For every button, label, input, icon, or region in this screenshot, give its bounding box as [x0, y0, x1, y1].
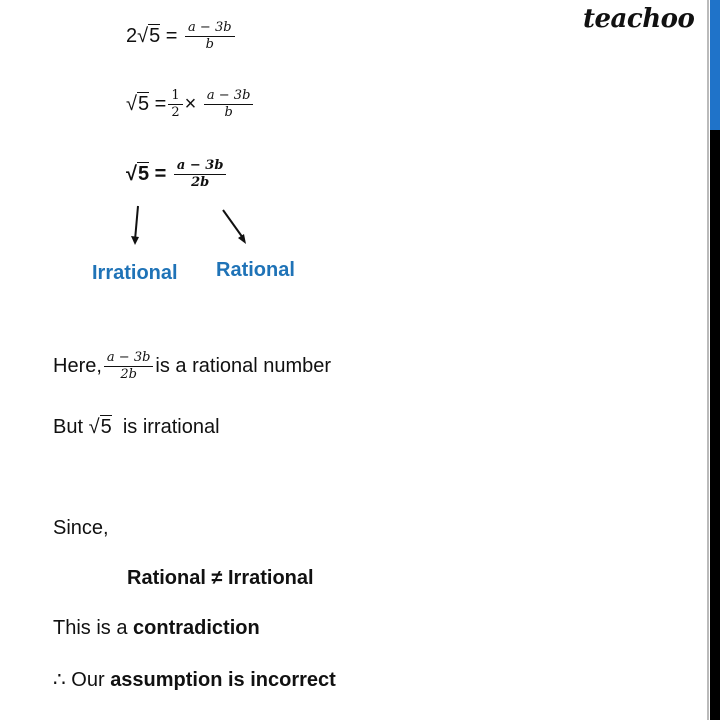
equation-3: [126, 158, 228, 191]
sqrt-5: √5: [88, 416, 112, 438]
equals: =: [154, 92, 167, 115]
but-suffix: is irrational: [122, 416, 220, 438]
contradiction-line: [53, 617, 260, 640]
numerator: a − 3b: [185, 20, 235, 37]
contradiction-text: contradiction: [133, 617, 260, 639]
conclusion-line: [53, 667, 336, 692]
this-is-text: This is a: [53, 617, 128, 639]
fraction: [174, 158, 227, 191]
times: ×: [184, 92, 197, 115]
sqrt-5: √5: [126, 92, 150, 115]
since-line: Since,: [53, 517, 109, 539]
side-accent-black: [710, 130, 720, 720]
rational-neq-irrational: Rational ≠ Irrational: [127, 567, 314, 589]
radicand: 5: [137, 162, 150, 185]
denominator: 2: [171, 105, 180, 120]
numerator: a − 3b: [204, 88, 254, 105]
numerator: 1: [168, 88, 182, 105]
here-line: [53, 350, 331, 383]
fraction: [104, 350, 154, 383]
fraction: [185, 20, 235, 53]
coefficient: 2: [126, 24, 138, 47]
arrow-down-left-icon: [131, 206, 139, 245]
side-accent-blue: [710, 0, 720, 130]
denominator: 2b: [191, 175, 210, 190]
equals: =: [154, 162, 167, 185]
numerator: a − 3b: [174, 158, 227, 175]
equation-1: [126, 20, 237, 53]
sqrt-5: √5: [126, 162, 150, 185]
denominator: 2b: [120, 367, 137, 382]
radicand: 5: [100, 416, 112, 438]
rational-label: Rational: [216, 259, 295, 281]
denominator: b: [205, 37, 214, 52]
denominator: b: [224, 105, 233, 120]
but-line: [53, 416, 220, 439]
half-fraction: [168, 88, 182, 121]
side-divider: [707, 0, 709, 720]
numerator: a − 3b: [104, 350, 154, 367]
here-prefix: Here,: [53, 354, 102, 377]
fraction: [204, 88, 254, 121]
equation-2: [126, 88, 255, 121]
arrows: [120, 200, 260, 250]
radicand: 5: [137, 92, 150, 115]
irrational-label: Irrational: [92, 262, 178, 284]
assumption-text: assumption is incorrect: [110, 669, 336, 691]
arrow-down-right-icon: [223, 210, 246, 244]
here-suffix: is a rational number: [155, 354, 332, 377]
radicand: 5: [149, 24, 161, 47]
sqrt-5: √5: [137, 24, 161, 47]
teachoo-logo: teachoo: [583, 4, 695, 34]
therefore-text: ∴ Our: [53, 669, 105, 691]
equals: =: [165, 24, 178, 47]
but-prefix: But: [53, 416, 84, 438]
